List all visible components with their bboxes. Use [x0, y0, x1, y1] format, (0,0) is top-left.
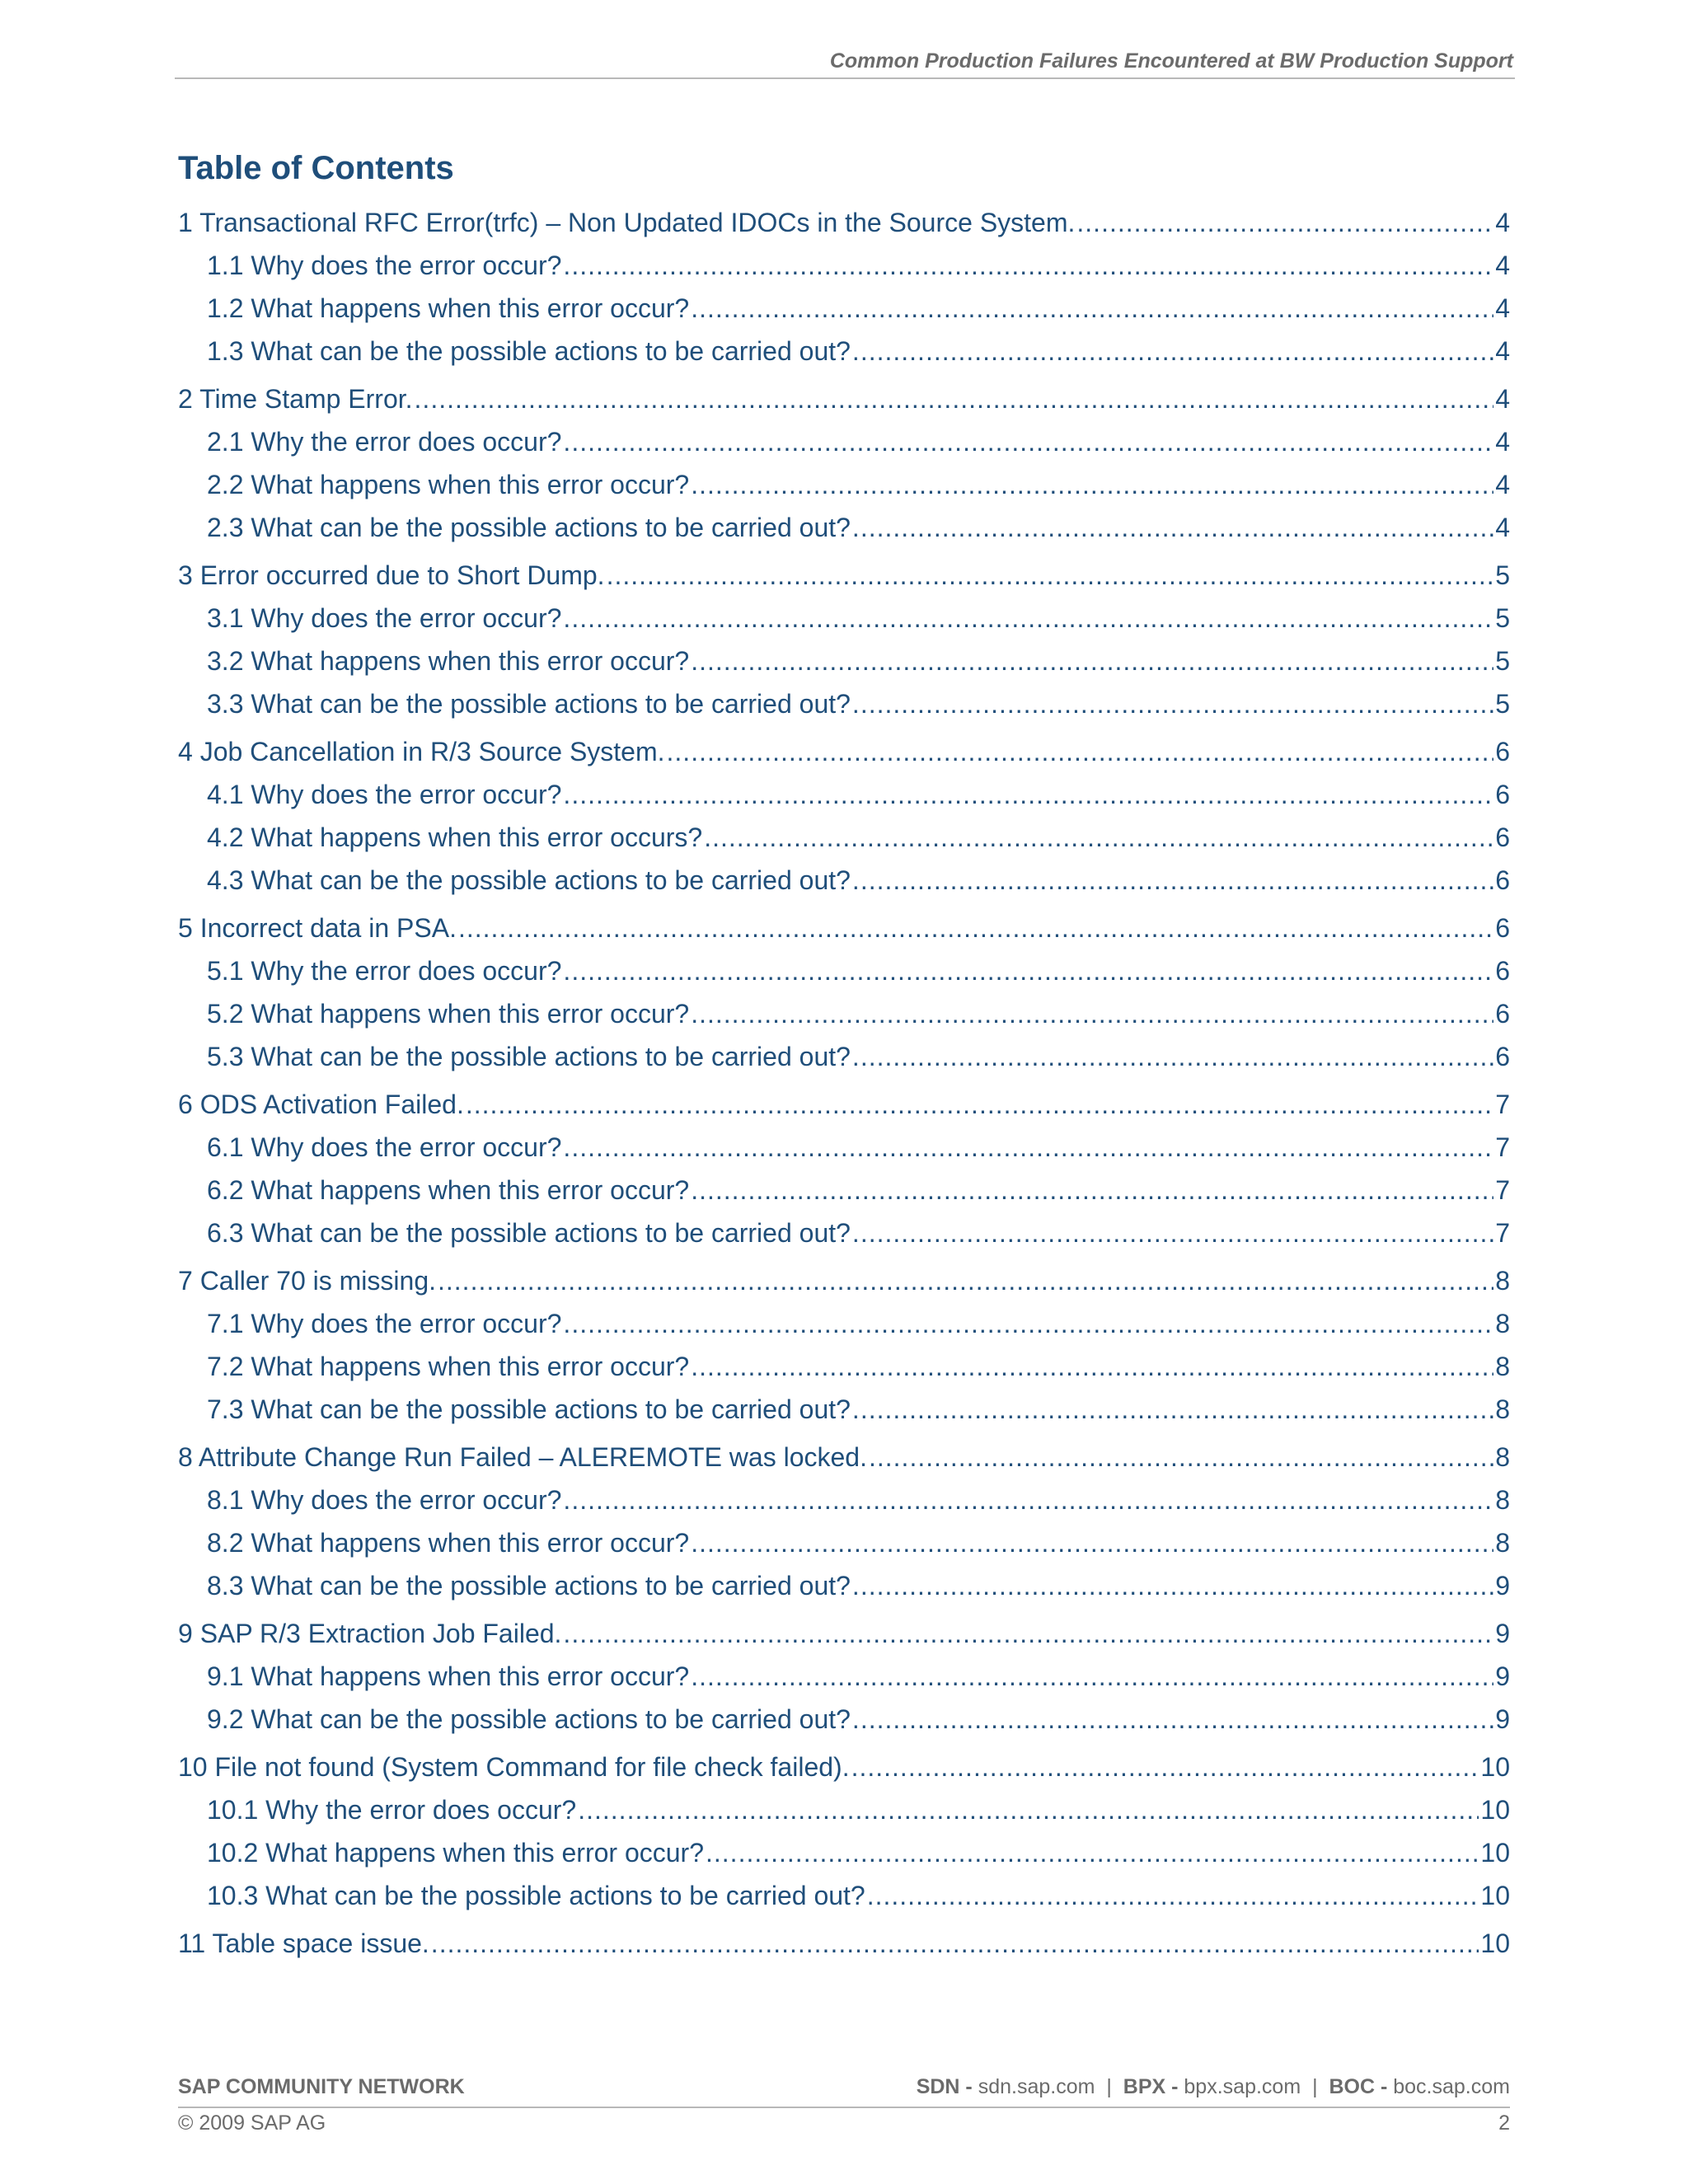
toc-subsection-link[interactable]: [178, 1169, 1510, 1212]
toc-dot-leader: [415, 377, 1494, 420]
toc-subsection-link[interactable]: [178, 1698, 1510, 1741]
toc-page-number: 10: [1480, 1838, 1510, 1868]
toc-subsection-link[interactable]: [178, 1212, 1510, 1254]
toc-subsection-link[interactable]: [178, 992, 1510, 1035]
toc-dot-leader: [563, 244, 1493, 287]
toc-subsection-link[interactable]: [178, 1655, 1510, 1698]
toc-entry-title: 7.1 Why does the error occur?: [207, 1309, 562, 1338]
toc-section-link[interactable]: [178, 554, 1510, 597]
toc-subsection-link[interactable]: [178, 640, 1510, 682]
toc-page-number: 5: [1495, 603, 1510, 633]
toc-dot-leader: [852, 859, 1493, 902]
toc-dot-leader: [851, 1746, 1479, 1788]
toc-section-link[interactable]: [178, 730, 1510, 773]
toc-entry-title: 8.1 Why does the error occur?: [207, 1485, 562, 1515]
toc-dot-leader: [431, 1922, 1479, 1965]
toc-entry-title: 5.2 What happens when this error occur?: [207, 999, 690, 1029]
toc-entry-title: 9 SAP R/3 Extraction Job Failed.: [178, 1619, 562, 1648]
toc-section-link[interactable]: [178, 1259, 1510, 1302]
toc-subsection-link[interactable]: [178, 1388, 1510, 1431]
toc-subsection-link[interactable]: [178, 1035, 1510, 1078]
toc-dot-leader: [563, 1479, 1493, 1521]
toc-subsection-link[interactable]: [178, 1479, 1510, 1521]
toc-dot-leader: [563, 1612, 1493, 1655]
toc-dot-leader: [852, 1564, 1493, 1607]
toc-dot-leader: [1076, 201, 1493, 244]
toc-page-number: 6: [1495, 999, 1510, 1029]
toc-subsection-link[interactable]: [178, 1345, 1510, 1388]
toc-dot-leader: [563, 949, 1493, 992]
toc-entry-title: 10.2 What happens when this error occur?: [207, 1838, 704, 1868]
toc-dot-leader: [691, 640, 1493, 682]
separator: |: [1312, 2075, 1318, 2098]
toc-dot-leader: [852, 1035, 1493, 1078]
toc-entry-title: 2 Time Stamp Error.: [178, 384, 413, 414]
toc-subsection-link[interactable]: [178, 682, 1510, 725]
toc-entry-title: 4 Job Cancellation in R/3 Source System.: [178, 737, 665, 766]
toc-page-number: 10: [1480, 1752, 1510, 1782]
bpx-label: BPX -: [1123, 2075, 1179, 2098]
toc-entry-title: 5.3 What can be the possible actions to be carried out?: [207, 1042, 851, 1071]
toc-page-number: 8: [1495, 1528, 1510, 1558]
toc-entry-title: 3 Error occurred due to Short Dump.: [178, 560, 605, 590]
boc-label: BOC -: [1329, 2075, 1388, 2098]
toc-entry-title: 8.2 What happens when this error occur?: [207, 1528, 690, 1558]
toc-page-number: 5: [1495, 689, 1510, 719]
toc-page-number: 9: [1495, 1571, 1510, 1601]
toc-section-link[interactable]: [178, 1746, 1510, 1788]
toc-dot-leader: [563, 420, 1493, 463]
toc-page-number: 6: [1495, 1042, 1510, 1071]
toc-entry-title: 7.3 What can be the possible actions to be carried out?: [207, 1394, 851, 1424]
toc-entry-title: 5.1 Why the error does occur?: [207, 956, 562, 986]
toc-entry-title: 6.3 What can be the possible actions to be carried out?: [207, 1218, 851, 1248]
toc-entry-title: 3.2 What happens when this error occur?: [207, 646, 690, 676]
toc-dot-leader: [852, 330, 1493, 373]
toc-entry-title: 8 Attribute Change Run Failed – ALEREMOTE was locked.: [178, 1442, 867, 1472]
toc-dot-leader: [563, 1126, 1493, 1169]
toc-section-link[interactable]: [178, 377, 1510, 420]
footer-network-name: SAP COMMUNITY NETWORK: [178, 2075, 465, 2098]
toc-dot-leader: [691, 1169, 1493, 1212]
toc-entry-title: 4.2 What happens when this error occurs?: [207, 823, 703, 852]
toc-subsection-link[interactable]: [178, 859, 1510, 902]
toc-page-number: 6: [1495, 865, 1510, 895]
footer-links: [917, 2075, 1510, 2099]
toc-section-link[interactable]: [178, 1922, 1510, 1965]
toc-entry-title: 11 Table space issue.: [178, 1929, 429, 1958]
toc-page-number: 7: [1495, 1132, 1510, 1162]
toc-dot-leader: [691, 1655, 1493, 1698]
toc-entry-title: 2.1 Why the error does occur?: [207, 427, 562, 457]
toc-entry-title: 6.1 Why does the error occur?: [207, 1132, 562, 1162]
toc-entry-title: 7.2 What happens when this error occur?: [207, 1352, 690, 1381]
toc-entry-title: 6.2 What happens when this error occur?: [207, 1175, 690, 1205]
boc-link[interactable]: boc.sap.com: [1393, 2075, 1510, 2098]
toc-page-number: 6: [1495, 913, 1510, 943]
toc-page-number: 4: [1495, 293, 1510, 323]
toc-dot-leader: [852, 1698, 1493, 1741]
toc-subsection-link[interactable]: [178, 1302, 1510, 1345]
toc-entry-title: 1 Transactional RFC Error(trfc) – Non Updated IDOCs in the Source System.: [178, 208, 1076, 237]
toc-page-number: 8: [1495, 1485, 1510, 1515]
toc-dot-leader: [667, 730, 1494, 773]
toc-subsection-link[interactable]: [178, 330, 1510, 373]
toc-dot-leader: [466, 1083, 1493, 1126]
toc-entry-title: 8.3 What can be the possible actions to be carried out?: [207, 1571, 851, 1601]
toc-dot-leader: [607, 554, 1494, 597]
toc-entry-title: 9.2 What can be the possible actions to be carried out?: [207, 1704, 851, 1734]
toc-page-number: 4: [1495, 427, 1510, 457]
toc-dot-leader: [852, 506, 1493, 549]
toc-list: [178, 201, 1510, 1965]
toc-section-link[interactable]: [178, 201, 1510, 244]
page-header: [175, 41, 1515, 79]
toc-dot-leader: [691, 1345, 1493, 1388]
toc-section-link[interactable]: [178, 907, 1510, 949]
toc-page-number: 7: [1495, 1090, 1510, 1119]
toc-subsection-link[interactable]: [178, 1874, 1510, 1917]
toc-page-number: 9: [1495, 1661, 1510, 1691]
toc-page-number: 4: [1495, 470, 1510, 499]
toc-section-link[interactable]: [178, 1612, 1510, 1655]
toc-dot-leader: [867, 1874, 1479, 1917]
toc-dot-leader: [458, 907, 1493, 949]
toc-entry-title: 4.3 What can be the possible actions to be carried out?: [207, 865, 851, 895]
toc-subsection-link[interactable]: [178, 1831, 1510, 1874]
toc-page-number: 10: [1480, 1929, 1510, 1958]
page-number: 2: [1498, 2111, 1510, 2135]
toc-dot-leader: [691, 992, 1493, 1035]
toc-page-number: 4: [1495, 513, 1510, 542]
toc-subsection-link[interactable]: [178, 420, 1510, 463]
toc-page-number: 4: [1495, 208, 1510, 237]
toc-page-number: 10: [1480, 1795, 1510, 1825]
toc-dot-leader: [563, 773, 1493, 816]
toc-page-number: 4: [1495, 384, 1510, 414]
copyright: © 2009 SAP AG: [178, 2111, 326, 2135]
toc-entry-title: 2.3 What can be the possible actions to be carried out?: [207, 513, 851, 542]
footer-top-row: [178, 2075, 1510, 2108]
toc-subsection-link[interactable]: [178, 244, 1510, 287]
toc-entry-title: 4.1 Why does the error occur?: [207, 780, 562, 809]
toc-subsection-link[interactable]: [178, 1564, 1510, 1607]
toc-subsection-link[interactable]: [178, 506, 1510, 549]
toc-dot-leader: [563, 597, 1493, 640]
toc-page-number: 7: [1495, 1175, 1510, 1205]
toc-dot-leader: [704, 816, 1493, 859]
toc-page-number: 5: [1495, 560, 1510, 590]
toc-page-number: 9: [1495, 1704, 1510, 1734]
toc-entry-title: 2.2 What happens when this error occur?: [207, 470, 690, 499]
toc-dot-leader: [852, 682, 1493, 725]
header-title: Common Production Failures Encountered at BW Production Support: [829, 49, 1513, 73]
toc-subsection-link[interactable]: [178, 1521, 1510, 1564]
toc-subsection-link[interactable]: [178, 287, 1510, 330]
toc-entry-title: 10.3 What can be the possible actions to be carried out?: [207, 1881, 865, 1910]
toc-dot-leader: [691, 463, 1493, 506]
page-footer: [178, 2075, 1510, 2135]
separator: |: [1106, 2075, 1112, 2098]
toc-page-number: 10: [1480, 1881, 1510, 1910]
toc-subsection-link[interactable]: [178, 597, 1510, 640]
toc-section-link[interactable]: [178, 1436, 1510, 1479]
toc-page-number: 8: [1495, 1352, 1510, 1381]
toc-dot-leader: [578, 1788, 1479, 1831]
footer-bottom-row: [178, 2111, 1510, 2135]
toc-page-number: 6: [1495, 780, 1510, 809]
toc-entry-title: 3.3 What can be the possible actions to be carried out?: [207, 689, 851, 719]
toc-page-number: 6: [1495, 956, 1510, 986]
sdn-link[interactable]: sdn.sap.com: [978, 2075, 1095, 2098]
toc-subsection-link[interactable]: [178, 1788, 1510, 1831]
toc-heading: Table of Contents: [178, 150, 454, 186]
toc-section-link[interactable]: [178, 1083, 1510, 1126]
toc-entry-title: 1.1 Why does the error occur?: [207, 251, 562, 280]
toc-page-number: 7: [1495, 1218, 1510, 1248]
toc-subsection-link[interactable]: [178, 1126, 1510, 1169]
toc-subsection-link[interactable]: [178, 816, 1510, 859]
toc-subsection-link[interactable]: [178, 773, 1510, 816]
toc-page-number: 8: [1495, 1309, 1510, 1338]
toc-dot-leader: [869, 1436, 1493, 1479]
toc-page-number: 8: [1495, 1442, 1510, 1472]
toc-page-number: 5: [1495, 646, 1510, 676]
toc-entry-title: 6 ODS Activation Failed.: [178, 1090, 464, 1119]
toc-entry-title: 7 Caller 70 is missing.: [178, 1266, 436, 1296]
toc-subsection-link[interactable]: [178, 463, 1510, 506]
toc-page-number: 9: [1495, 1619, 1510, 1648]
toc-dot-leader: [563, 1302, 1493, 1345]
toc-page-number: 6: [1495, 737, 1510, 766]
toc-entry-title: 1.2 What happens when this error occur?: [207, 293, 690, 323]
toc-subsection-link[interactable]: [178, 949, 1510, 992]
toc-dot-leader: [691, 287, 1493, 330]
toc-dot-leader: [706, 1831, 1479, 1874]
toc-entry-title: 10.1 Why the error does occur?: [207, 1795, 577, 1825]
toc-dot-leader: [438, 1259, 1493, 1302]
toc-entry-title: 10 File not found (System Command for file check failed).: [178, 1752, 850, 1782]
toc-page-number: 4: [1495, 251, 1510, 280]
sdn-label: SDN -: [916, 2075, 973, 2098]
toc-page-number: 4: [1495, 336, 1510, 366]
toc-page-number: 8: [1495, 1266, 1510, 1296]
toc-dot-leader: [852, 1212, 1493, 1254]
bpx-link[interactable]: bpx.sap.com: [1184, 2075, 1301, 2098]
toc-entry-title: 1.3 What can be the possible actions to be carried out?: [207, 336, 851, 366]
toc-dot-leader: [852, 1388, 1493, 1431]
toc-dot-leader: [691, 1521, 1493, 1564]
toc-entry-title: 5 Incorrect data in PSA.: [178, 913, 457, 943]
toc-page-number: 8: [1495, 1394, 1510, 1424]
toc-entry-title: 3.1 Why does the error occur?: [207, 603, 562, 633]
toc-entry-title: 9.1 What happens when this error occur?: [207, 1661, 690, 1691]
toc-page-number: 6: [1495, 823, 1510, 852]
